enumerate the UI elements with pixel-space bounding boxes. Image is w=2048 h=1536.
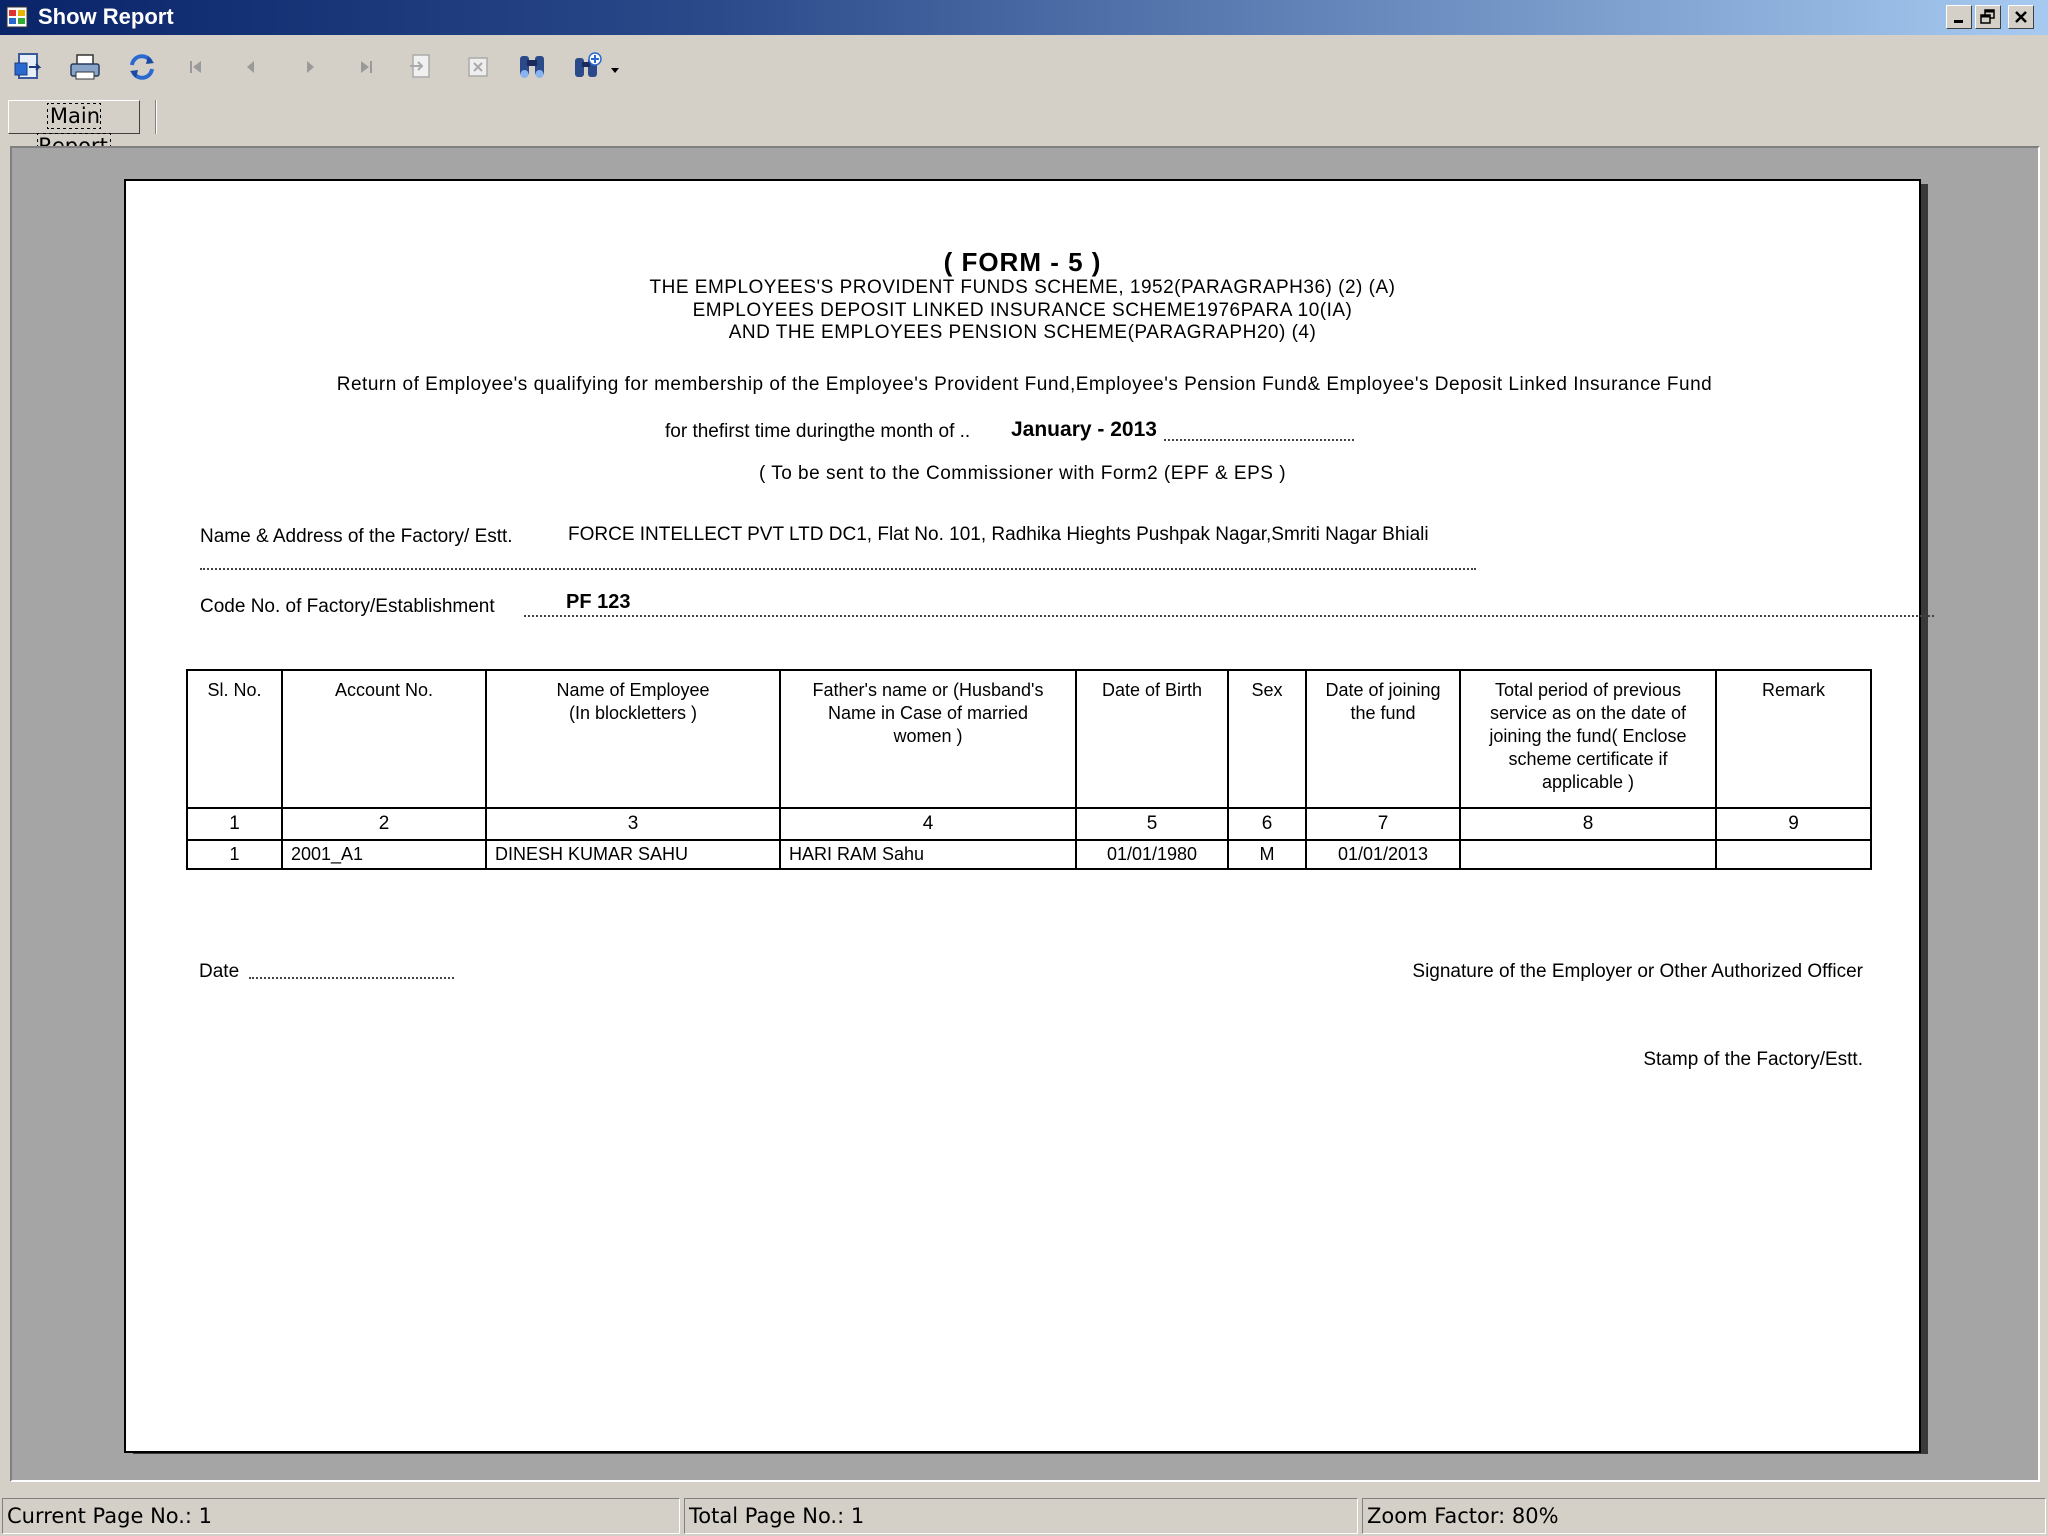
tab-label: Main (38, 104, 110, 158)
close-icon (2014, 10, 2028, 24)
code-value: PF 123 (566, 591, 631, 613)
commissioner-note: ( To be sent to the Commissioner with Form2 (EPF & EPS ) (758, 463, 1287, 484)
last-page-button[interactable] (348, 49, 384, 85)
header-father-name: Father's name or (Husband's Name in Case of married women ) (780, 670, 1076, 808)
column-number: 1 (187, 808, 282, 840)
cell-father-name: HARI RAM Sahu (780, 840, 1076, 869)
code-dotted-line (524, 615, 1934, 617)
table-row (187, 840, 1871, 869)
cell-account-no: 2001_A1 (282, 840, 486, 869)
cell-previous-service (1460, 840, 1716, 869)
address-label: Name & Address of the Factory/ Estt. (200, 526, 513, 547)
minimize-button[interactable] (1946, 5, 1972, 29)
header-date-of-joining: Date of joining the fund (1306, 670, 1460, 808)
header-sex: Sex (1228, 670, 1306, 808)
search-button[interactable] (514, 49, 550, 85)
column-number-row (187, 808, 1871, 840)
date-label: Date (199, 961, 240, 982)
header-remark: Remark (1716, 670, 1871, 808)
form-title: ( FORM - 5 ) (943, 247, 1102, 277)
column-number: 8 (1460, 808, 1716, 840)
status-bar (0, 1496, 2048, 1536)
current-page-status: Current Page No.: 1 (2, 1498, 680, 1534)
column-number: 6 (1228, 808, 1306, 840)
header-sl-no: Sl. No. (187, 670, 282, 808)
print-button[interactable] (67, 49, 103, 85)
report-tabstrip (0, 96, 2048, 136)
print-icon (68, 51, 102, 83)
scheme-header-line-2: EMPLOYEES DEPOSIT LINKED INSURANCE SCHEME1976PARA 10(IA) (692, 300, 1353, 321)
export-icon (13, 51, 45, 83)
previous-page-icon (241, 57, 261, 77)
cell-employee-name: DINESH KUMAR SAHU (486, 840, 780, 869)
employee-table (186, 669, 1872, 870)
goto-page-button[interactable] (403, 49, 439, 85)
title-bar (0, 0, 2048, 35)
refresh-icon (126, 51, 158, 83)
first-page-icon (186, 57, 206, 77)
report-toolbar (0, 35, 2048, 100)
column-number: 9 (1716, 808, 1871, 840)
zoom-status: Zoom Factor: 80% (1362, 1498, 2046, 1534)
next-page-icon (300, 57, 320, 77)
header-employee-name: Name of Employee (In blockletters ) (486, 670, 780, 808)
tab-main-report[interactable] (8, 100, 140, 134)
month-prefix: for thefirst time duringthe month of .. (665, 421, 971, 442)
next-page-button[interactable] (292, 49, 328, 85)
goto-page-icon (407, 52, 435, 82)
header-date-of-birth: Date of Birth (1076, 670, 1228, 808)
date-dotted-line (249, 977, 454, 979)
app-icon (6, 6, 28, 28)
header-previous-service: Total period of previous service as on the date of joining the fund( Enclose scheme certificate if applicable ) (1460, 670, 1716, 808)
scheme-header-line-3: AND THE EMPLOYEES PENSION SCHEME(PARAGRAPH20) (4) (728, 322, 1317, 343)
previous-page-button[interactable] (233, 49, 269, 85)
column-number: 5 (1076, 808, 1228, 840)
cell-remark (1716, 840, 1871, 869)
last-page-icon (356, 57, 376, 77)
cell-sex: M (1228, 840, 1306, 869)
column-number: 7 (1306, 808, 1460, 840)
code-label: Code No. of Factory/Establishment (200, 596, 495, 617)
stamp-label: Stamp of the Factory/Estt. (1643, 1049, 1863, 1070)
zoom-icon (571, 52, 623, 82)
month-value: January - 2013 (1011, 418, 1157, 441)
address-dotted-line (200, 568, 1476, 570)
column-number: 4 (780, 808, 1076, 840)
zoom-button[interactable] (570, 49, 624, 85)
column-number: 2 (282, 808, 486, 840)
search-icon (516, 52, 548, 82)
first-page-button[interactable] (178, 49, 214, 85)
restore-icon (1980, 9, 1996, 25)
address-value: FORCE INTELLECT PVT LTD DC1, Flat No. 101, Radhika Hieghts Pushpak Nagar,Smriti Nagar Bhiali (568, 524, 1429, 545)
close-view-icon (465, 54, 491, 80)
scheme-header-line-1: THE EMPLOYEES'S PROVIDENT FUNDS SCHEME, 1952(PARAGRAPH36) (2) (A) (649, 277, 1396, 298)
report-page (124, 179, 1921, 1453)
header-account-no: Account No. (282, 670, 486, 808)
total-page-status: Total Page No.: 1 (684, 1498, 1358, 1534)
month-dotted-line (1164, 439, 1354, 441)
minimize-icon (1952, 10, 1966, 24)
signature-label: Signature of the Employer or Other Authorized Officer (1412, 961, 1863, 982)
cell-date-of-birth: 01/01/1980 (1076, 840, 1228, 869)
cell-sl-no: 1 (187, 840, 282, 869)
cell-date-of-joining: 01/01/2013 (1306, 840, 1460, 869)
window-title: Show Report (38, 4, 174, 29)
restore-button[interactable] (1975, 5, 2001, 29)
export-button[interactable] (11, 49, 47, 85)
refresh-button[interactable] (124, 49, 160, 85)
table-header-row (187, 670, 1871, 808)
close-view-button[interactable] (460, 49, 496, 85)
column-number: 3 (486, 808, 780, 840)
close-button[interactable] (2008, 5, 2034, 29)
tab-separator (155, 100, 157, 134)
return-description: Return of Employee's qualifying for membership of the Employee's Provident Fund,Employee's Pension Fund& Employee's Deposit Linked Insurance Fund (336, 374, 1713, 395)
